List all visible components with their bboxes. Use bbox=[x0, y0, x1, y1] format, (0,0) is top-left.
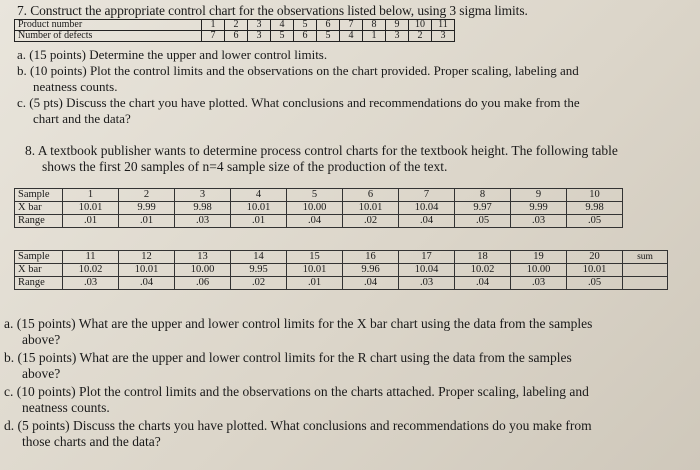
cell: .04 bbox=[343, 277, 399, 290]
range-row bbox=[15, 215, 623, 228]
q7-part-b: b. (10 points) Plot the control limits and the observations on the chart provided. Proper scaling, labeling and bbox=[17, 63, 579, 78]
cell: 10.04 bbox=[399, 202, 455, 215]
cell: .02 bbox=[231, 277, 287, 290]
cell: 9.96 bbox=[343, 264, 399, 277]
cell: 16 bbox=[343, 251, 399, 264]
cell: 10.00 bbox=[511, 264, 567, 277]
cell: 2 bbox=[409, 31, 432, 42]
cell: 2 bbox=[225, 20, 248, 31]
row-label: X bar bbox=[15, 264, 63, 277]
cell: 5 bbox=[271, 31, 294, 42]
cell: 7 bbox=[340, 20, 363, 31]
cell: 10.00 bbox=[175, 264, 231, 277]
cell: 9.99 bbox=[511, 202, 567, 215]
q8-part-c: c. (10 points) Plot the control limits and the observations on the charts attached. Proper scaling, labeling and bbox=[4, 384, 589, 399]
cell: 3 bbox=[248, 20, 271, 31]
cell: 10.01 bbox=[231, 202, 287, 215]
q7-part-c-cont: chart and the data? bbox=[33, 111, 131, 126]
q7-part-b-cont: neatness counts. bbox=[33, 79, 118, 94]
cell: .03 bbox=[399, 277, 455, 290]
q8-part-d: d. (5 points) Discuss the charts you have plotted. What conclusions and recommendations do you make from bbox=[4, 418, 592, 433]
cell: 6 bbox=[343, 189, 399, 202]
cell: .03 bbox=[511, 215, 567, 228]
q8-part-b-cont: above? bbox=[22, 366, 61, 381]
q7-part-c: c. (5 pts) Discuss the chart you have plotted. What conclusions and recommendations do you make from the bbox=[17, 95, 580, 110]
cell: 3 bbox=[386, 31, 409, 42]
cell: 9.98 bbox=[175, 202, 231, 215]
cell: 7 bbox=[202, 31, 225, 42]
cell: .05 bbox=[567, 215, 623, 228]
cell: .01 bbox=[119, 215, 175, 228]
cell: 6 bbox=[294, 31, 317, 42]
cell: 17 bbox=[399, 251, 455, 264]
cell: 10.01 bbox=[119, 264, 175, 277]
cell: 10.02 bbox=[63, 264, 119, 277]
cell: 12 bbox=[119, 251, 175, 264]
cell: .05 bbox=[455, 215, 511, 228]
cell: .02 bbox=[343, 215, 399, 228]
cell: 10 bbox=[409, 20, 432, 31]
cell: 14 bbox=[231, 251, 287, 264]
sample-row bbox=[15, 251, 668, 264]
cell: 19 bbox=[511, 251, 567, 264]
cell: 1 bbox=[202, 20, 225, 31]
xbar-row bbox=[15, 264, 668, 277]
range-row bbox=[15, 277, 668, 290]
cell: 10.01 bbox=[343, 202, 399, 215]
xbar-row bbox=[15, 202, 623, 215]
cell: 9.99 bbox=[119, 202, 175, 215]
q7-defects-row bbox=[15, 31, 455, 42]
cell: .01 bbox=[63, 215, 119, 228]
q7-heading: 7. Construct the appropriate control chart for the observations listed below, using 3 sigma limits. bbox=[17, 3, 528, 18]
cell: 10.04 bbox=[399, 264, 455, 277]
row-label: Sample bbox=[15, 189, 63, 202]
q8-samples-table-1 bbox=[14, 188, 623, 228]
cell: 3 bbox=[175, 189, 231, 202]
cell: 10.00 bbox=[287, 202, 343, 215]
q7-product-row bbox=[15, 20, 455, 31]
q8-samples-table-2 bbox=[14, 250, 668, 290]
q8-heading-line2: shows the first 20 samples of n=4 sample size of the production of the text. bbox=[42, 159, 448, 174]
cell: 10.02 bbox=[455, 264, 511, 277]
row-label: Product number bbox=[15, 20, 202, 31]
cell: 9 bbox=[386, 20, 409, 31]
cell: .04 bbox=[455, 277, 511, 290]
q8-part-d-cont: those charts and the data? bbox=[22, 434, 161, 449]
cell: 10.01 bbox=[63, 202, 119, 215]
cell: 9.97 bbox=[455, 202, 511, 215]
cell: .01 bbox=[287, 277, 343, 290]
cell: .04 bbox=[119, 277, 175, 290]
cell: 9 bbox=[511, 189, 567, 202]
row-label: Sample bbox=[15, 251, 63, 264]
cell: .04 bbox=[287, 215, 343, 228]
cell: 10.01 bbox=[567, 264, 623, 277]
q7-part-a: a. (15 points) Determine the upper and lower control limits. bbox=[17, 47, 328, 62]
cell: .03 bbox=[63, 277, 119, 290]
cell: 3 bbox=[248, 31, 271, 42]
cell: .04 bbox=[399, 215, 455, 228]
cell: 20 bbox=[567, 251, 623, 264]
cell: 7 bbox=[399, 189, 455, 202]
cell: 8 bbox=[363, 20, 386, 31]
cell: 6 bbox=[225, 31, 248, 42]
q8-heading-line1: 8. A textbook publisher wants to determine process control charts for the textbook height. The following table bbox=[25, 143, 618, 158]
cell: 4 bbox=[231, 189, 287, 202]
cell: 5 bbox=[294, 20, 317, 31]
cell: 1 bbox=[63, 189, 119, 202]
row-label: Range bbox=[15, 215, 63, 228]
cell: .06 bbox=[175, 277, 231, 290]
q7-defects-table bbox=[14, 19, 455, 42]
cell: 4 bbox=[271, 20, 294, 31]
cell: 3 bbox=[432, 31, 455, 42]
sum-xbar-cell bbox=[623, 264, 668, 277]
sample-row bbox=[15, 189, 623, 202]
cell: 9.98 bbox=[567, 202, 623, 215]
row-label: Number of defects bbox=[15, 31, 202, 42]
cell: .03 bbox=[511, 277, 567, 290]
cell: 18 bbox=[455, 251, 511, 264]
cell: 11 bbox=[432, 20, 455, 31]
cell: .01 bbox=[231, 215, 287, 228]
sum-range-cell bbox=[623, 277, 668, 290]
cell: .05 bbox=[567, 277, 623, 290]
cell: 4 bbox=[340, 31, 363, 42]
cell: 1 bbox=[363, 31, 386, 42]
cell: 13 bbox=[175, 251, 231, 264]
q8-part-a: a. (15 points) What are the upper and lower control limits for the X bar chart using the data from the samples bbox=[4, 316, 593, 331]
cell: 5 bbox=[287, 189, 343, 202]
cell: 11 bbox=[63, 251, 119, 264]
q8-part-a-cont: above? bbox=[22, 332, 61, 347]
cell: 15 bbox=[287, 251, 343, 264]
cell: 10 bbox=[567, 189, 623, 202]
row-label: Range bbox=[15, 277, 63, 290]
sum-header: sum bbox=[623, 251, 668, 264]
cell: .03 bbox=[175, 215, 231, 228]
cell: 2 bbox=[119, 189, 175, 202]
cell: 10.01 bbox=[287, 264, 343, 277]
cell: 5 bbox=[317, 31, 340, 42]
cell: 8 bbox=[455, 189, 511, 202]
cell: 6 bbox=[317, 20, 340, 31]
row-label: X bar bbox=[15, 202, 63, 215]
cell: 9.95 bbox=[231, 264, 287, 277]
q8-part-c-cont: neatness counts. bbox=[22, 400, 110, 415]
q8-part-b: b. (15 points) What are the upper and lower control limits for the R chart using the data from the samples bbox=[4, 350, 572, 365]
